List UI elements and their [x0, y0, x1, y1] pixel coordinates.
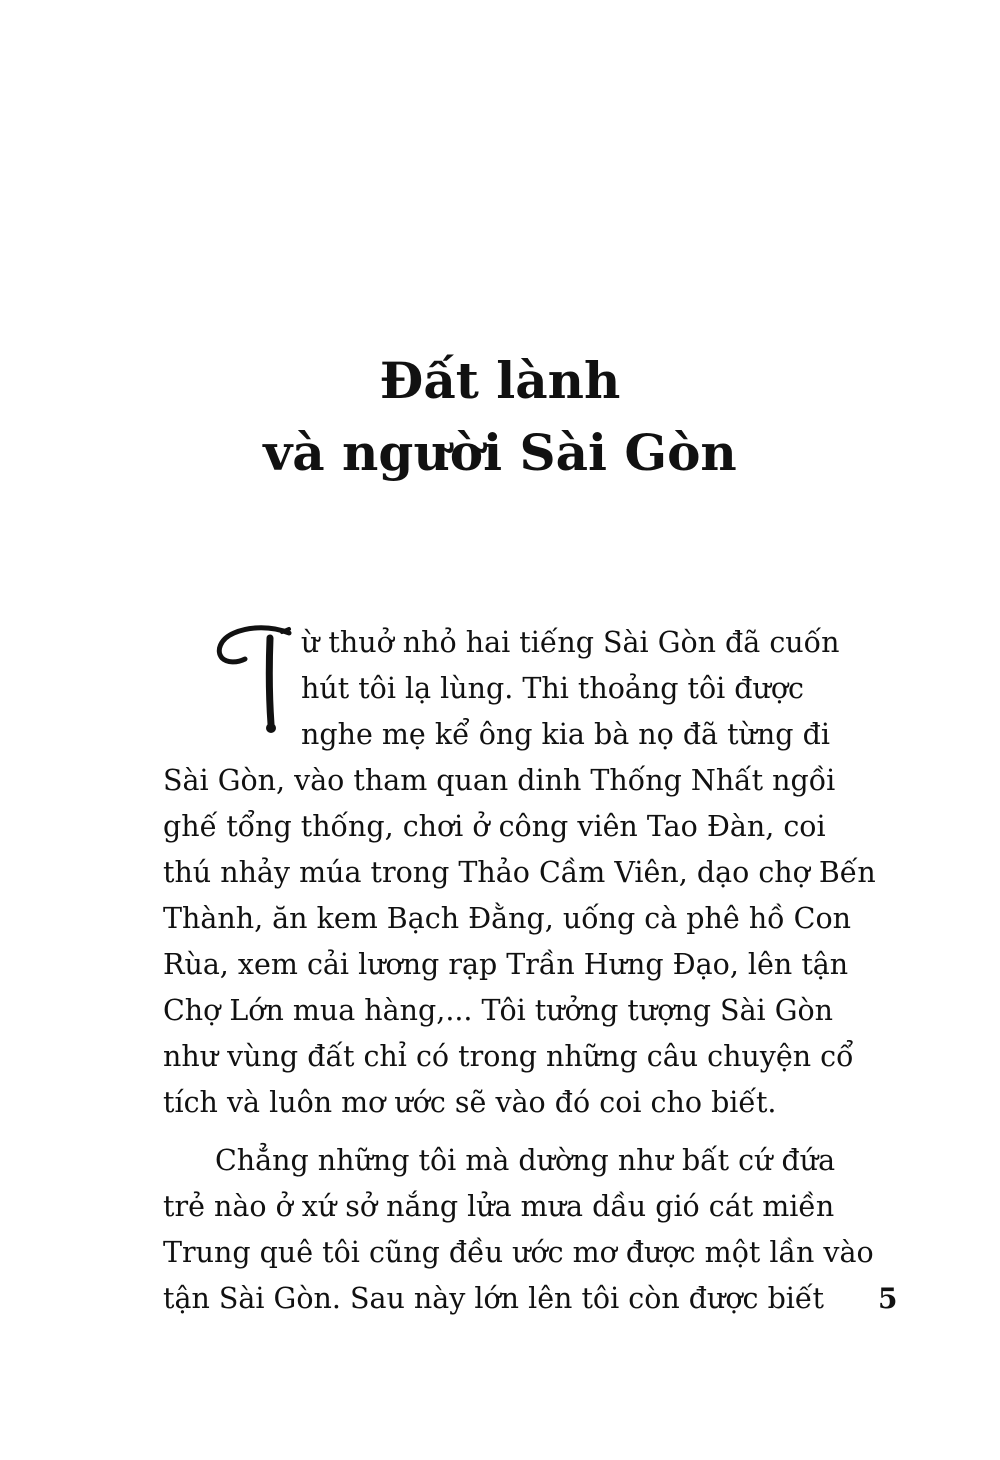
- text-line: tích và luôn mơ ước sẽ vào đó coi cho biết.: [163, 1086, 777, 1119]
- chapter-title: [0, 345, 1000, 489]
- text-line: Rùa, xem cải lương rạp Trần Hưng Đạo, lên tận: [163, 948, 849, 981]
- page-number: 5: [878, 1282, 898, 1315]
- chapter-title-line-1: Đất lành: [379, 351, 621, 410]
- chapter-title-line-2: và người Sài Gòn: [263, 423, 737, 482]
- text-line: ừ thuở nhỏ hai tiếng Sài Gòn đã cuốn: [301, 626, 840, 659]
- text-line: thú nhảy múa trong Thảo Cầm Viên, dạo chợ Bến: [163, 856, 876, 889]
- text-line: trẻ nào ở xứ sở nắng lửa mưa dầu gió cát miền: [163, 1190, 835, 1223]
- paragraph-1: [163, 620, 876, 1126]
- paragraph-2: [163, 1138, 874, 1322]
- text-line: ghế tổng thống, chơi ở công viên Tao Đàn, coi: [163, 810, 826, 843]
- text-line: như vùng đất chỉ có trong những câu chuyện cổ: [163, 1040, 854, 1073]
- text-line: hút tôi lạ lùng. Thi thoảng tôi được: [301, 672, 805, 705]
- text-line: tận Sài Gòn. Sau này lớn lên tôi còn được biết: [163, 1282, 824, 1315]
- text-line: Chẳng những tôi mà dường như bất cứ đứa: [215, 1144, 836, 1177]
- text-line: Trung quê tôi cũng đều ước mơ được một lần vào: [163, 1236, 874, 1269]
- text-line: nghe mẹ kể ông kia bà nọ đã từng đi: [301, 718, 830, 751]
- text-line: Sài Gòn, vào tham quan dinh Thống Nhất ngồi: [163, 764, 836, 797]
- text-line: Thành, ăn kem Bạch Đằng, uống cà phê hồ Con: [163, 902, 851, 935]
- text-line: Chợ Lớn mua hàng,... Tôi tưởng tượng Sài Gòn: [163, 994, 834, 1027]
